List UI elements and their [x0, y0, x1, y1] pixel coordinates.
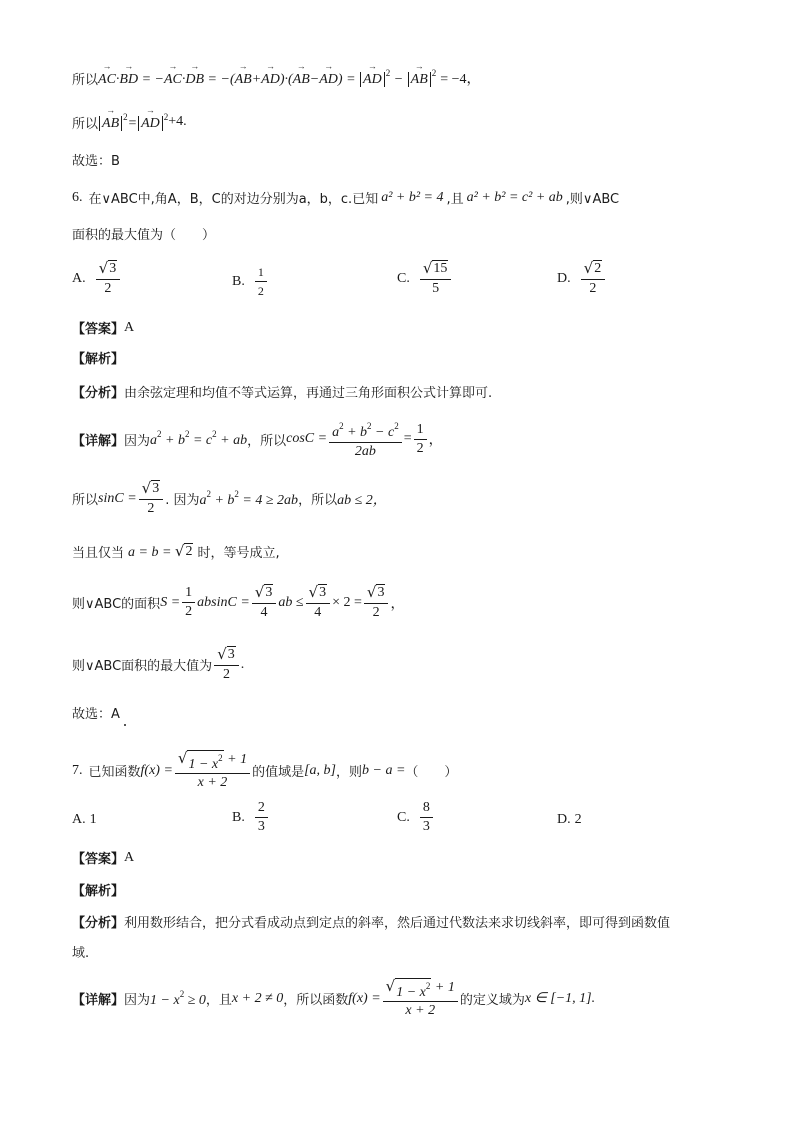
q6-step3: 当且仅当 a = b = √ 2 时，等号成立, — [72, 541, 280, 561]
q5-line2: 所以 → AB $^2$=→ AD $^2$ +4. — [72, 112, 187, 132]
q7-fenxi-line1: 【分析】 利用数形结合，把分式看成动点到定点的斜率，然后通过代数法来求切线斜率，即可得到函数值 — [72, 916, 671, 931]
q6-stem-line1: 6. 在∨ABC中,角A，B，C的对边分别为a，b，c.已知 a² + b² = 4 ,且 a² + b² = c² + ab ,则∨ABC — [72, 189, 620, 207]
q6-final: 故选：A — [72, 707, 120, 722]
q7-fenxi-line2: 域. — [72, 946, 90, 961]
q6-choice-c: C. √ 15 5 — [397, 260, 453, 297]
q5-answer-line: 故选：B — [72, 154, 120, 169]
q5-line1: 所以 → AC·→ BD = −→ AC·→ DB = −(→ AB+→ AD)·(→ AB−→ AD) = → AD $^2$ − → AB $^2$ = −4， — [72, 68, 481, 88]
q6-step2: 所以 sinC = √ 3 2 . 因为 $a^2 + b^2 = 4 \ge 2ab$ ，所以 ab ≤ 2， — [72, 479, 387, 516]
q6-stem-line2: 面积的最大值为（ ） — [72, 228, 216, 243]
vector-magnitude-equation: → AB $^2$=→ AD $^2$ — [98, 112, 168, 132]
vector-expression: → AC·→ BD = −→ AC·→ DB = −(→ AB+→ AD)·(→ AB−→ AD) = → AD $^2$ − → AB $^2$ — [98, 68, 436, 88]
q6-choice-d: D. √ 2 2 — [557, 260, 607, 297]
q7-stem: 7. 已知函数 f(x) = √ $1 - x^2$ + 1 x + 2 的值域是 [a, b] ，则 b − a = （ ） — [72, 749, 458, 790]
q7-choice-d: D. 2 — [557, 812, 582, 827]
q7-choice-a: A. 1 — [72, 812, 97, 827]
q6-answer: 【答案】 A — [72, 319, 135, 337]
q6-step1: 【详解】 因为 $a^2 + b^2 = c^2$ + ab ，所以 cosC = $\frac{a^2 + b^2 - c^2}{2ab}$ = $\frac{1}{2}$ ， — [72, 418, 443, 460]
q7-choice-b: B. $\frac{2}{3}$ — [232, 800, 270, 835]
q6-choice-a: A. √ 3 2 — [72, 260, 122, 297]
q7-choice-c: C. $\frac{8}{3}$ — [397, 800, 435, 835]
q6-fenxi: 【分析】 由余弦定理和均值不等式运算，再通过三角形面积公式计算即可. — [72, 386, 493, 401]
q6-step5: 则∨ABC面积的最大值为 √ 3 2 . — [72, 645, 245, 682]
q7-step1: 【详解】 因为 $1 - x^2 \ge 0$ ，且 x + 2 ≠ 0 ，所以函数 f(x) = √ $1 - x^2$ + 1 x + 2 的定义域为 x ∈ [−1, 1]. — [72, 977, 596, 1018]
q6-choice-b: B. $\frac{1}{2}$ — [232, 264, 269, 299]
q7-answer: 【答案】 A — [72, 849, 135, 867]
q7-analysis-heading: 【解析】 — [72, 884, 125, 899]
q6-analysis-heading: 【解析】 — [72, 352, 125, 367]
q6-step4: 则∨ABC的面积 S = $\frac{1}{2}$ absinC = √ 3 4 ab ≤ √ 3 4 × 2 = √ 3 2 ， — [72, 583, 405, 620]
stray-mark — [124, 724, 126, 726]
